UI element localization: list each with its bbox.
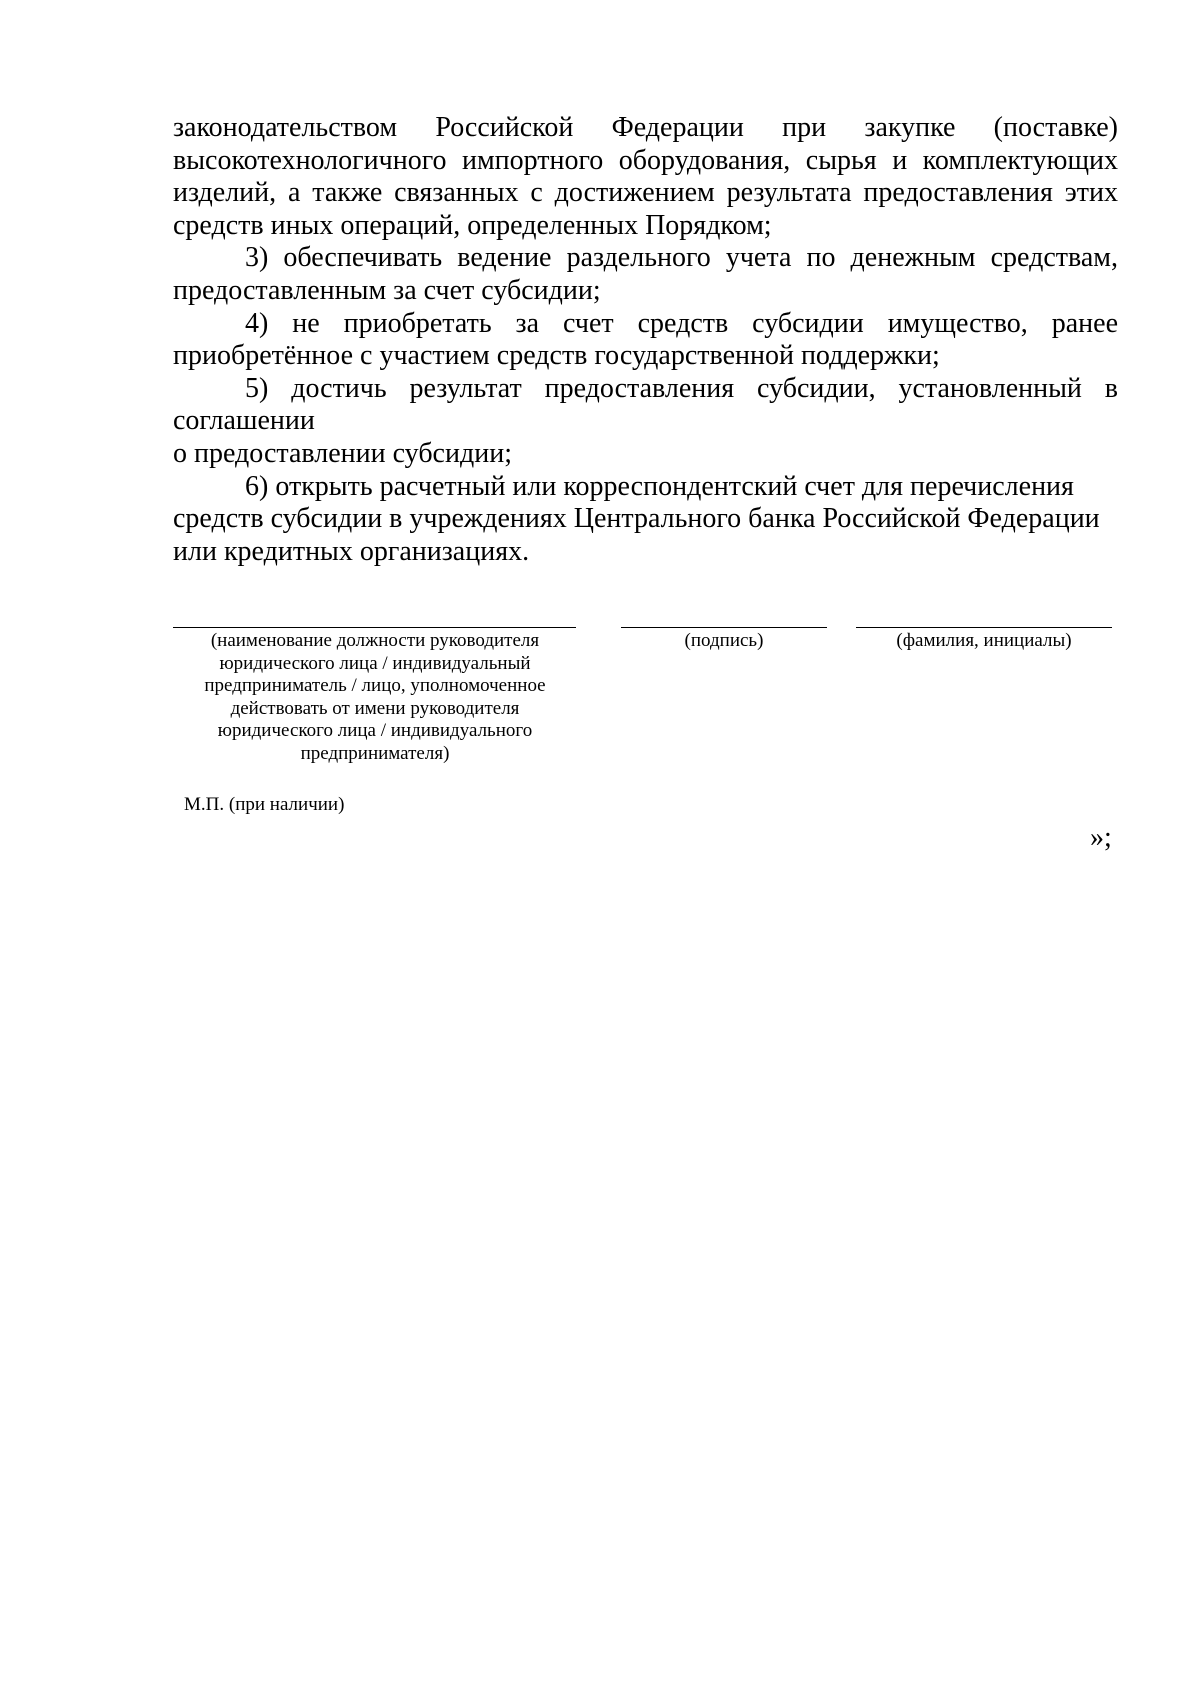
signature-line	[621, 627, 827, 628]
closing-quote-mark: »;	[1090, 822, 1112, 853]
paragraph-item-3: 3) обеспечивать ведение раздельного учета по денежным средствам, предоставленным за счет субсидии;	[173, 242, 1118, 306]
name-signature-line	[856, 627, 1112, 628]
position-caption: (наименование должности руководителя юридического лица / индивидуальный предприниматель / лицо, уполномоченное действовать от имени руководителя юридического лица / индивидуального предпринимателя)	[204, 630, 546, 764]
name-caption: (фамилия, инициалы)	[896, 630, 1072, 651]
paragraph-1-line-1: законодательством Российской Федерации при закупке (поставке)	[173, 112, 1118, 143]
signature-caption: (подпись)	[684, 630, 764, 651]
paragraph-item-4: 4) не приобретать за счет средств субсидии имущество, ранее приобретённое с участием средств государственной поддержки;	[173, 307, 1118, 372]
document-body	[173, 112, 1118, 568]
paragraph-item-6: 6) открыть расчетный или корреспондентский счет для перечисления средств субсидии в учреждениях Центрального банка Российской Федерации или кредитных организациях.	[173, 470, 1100, 567]
paragraph-item-5-line-1: 5) достичь результат предоставления субсидии, установленный в	[245, 372, 1118, 404]
paragraph-1-continuation: высокотехнологичного импортного оборудования, сырья и комплектующих изделий, а также связанных с достижением результата предоставления этих средств иных операций, определенных Порядком;	[173, 144, 1118, 241]
position-signature-line	[173, 627, 576, 628]
paragraph-item-5-line-2: соглашении	[173, 405, 315, 437]
stamp-label: М.П. (при наличии)	[184, 794, 345, 815]
paragraph-item-5-line-3: о предоставлении субсидии;	[173, 437, 512, 469]
